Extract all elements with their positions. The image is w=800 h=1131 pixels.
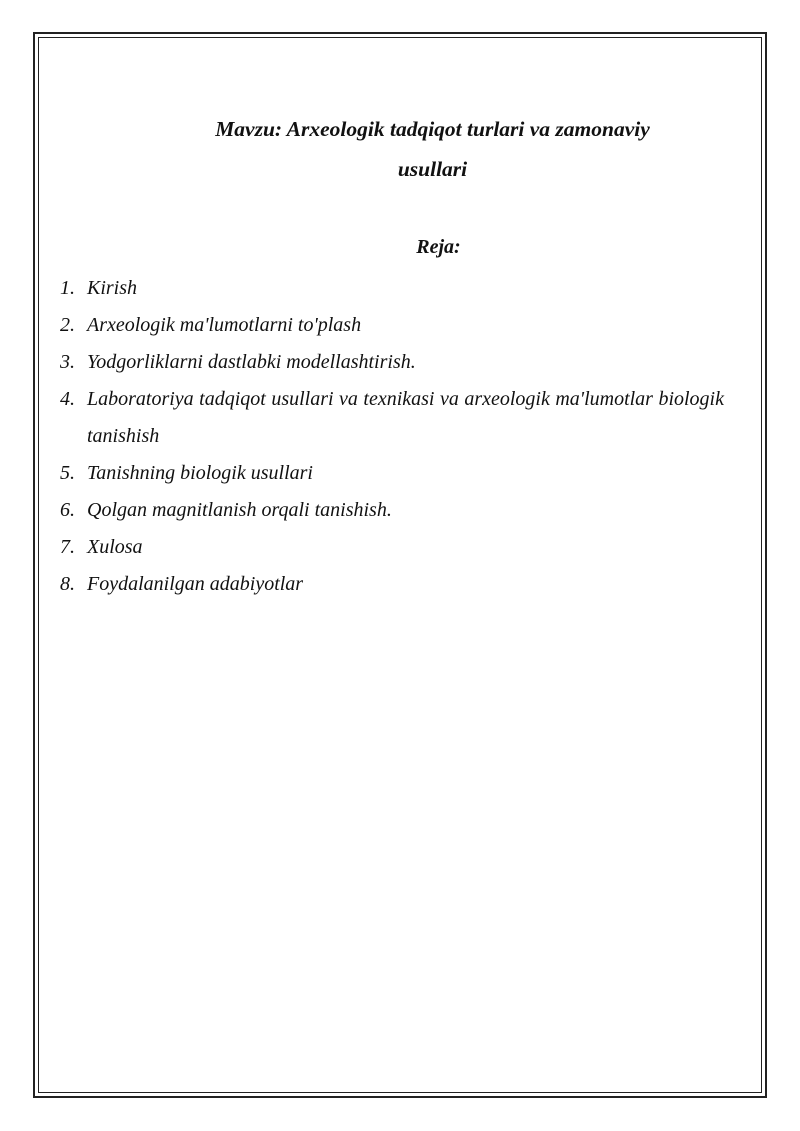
plan-item bbox=[60, 307, 724, 344]
document-title: Mavzu: Arxeologik tadqiqot turlari va zamonaviy bbox=[215, 117, 650, 141]
plan-item-text: Tanishning biologik usullari bbox=[87, 462, 313, 484]
plan-item-text: Qolgan magnitlanish orqali tanishish. bbox=[87, 499, 392, 521]
plan-item-number: 3. bbox=[60, 351, 75, 373]
plan-item-number: 2. bbox=[60, 314, 75, 336]
plan-item-number: 1. bbox=[60, 277, 75, 299]
plan-heading: Reja: bbox=[416, 236, 461, 258]
plan-item bbox=[60, 344, 724, 381]
plan-list bbox=[60, 270, 724, 603]
plan-item-text: Arxeologik ma'lumotlarni to'plash bbox=[87, 314, 362, 336]
plan-item bbox=[60, 455, 724, 492]
plan-item-text: Yodgorliklarni dastlabki modellashtirish. bbox=[87, 351, 416, 373]
plan-item bbox=[60, 566, 724, 603]
plan-item-text: Kirish bbox=[87, 277, 138, 299]
plan-item-number: 5. bbox=[60, 462, 75, 484]
plan-item-text: Foydalanilgan adabiyotlar bbox=[87, 573, 304, 595]
plan-item-number: 8. bbox=[60, 573, 75, 595]
document-title-continued: usullari bbox=[397, 157, 468, 181]
plan-item-number: 7. bbox=[60, 536, 75, 558]
plan-item bbox=[60, 381, 724, 455]
plan-item-text: Laboratoriya tadqiqot usullari va texnikasi va arxeologik ma'lumotlar biologik tanishish bbox=[87, 388, 724, 447]
plan-item bbox=[60, 529, 724, 566]
plan-item-text: Xulosa bbox=[87, 536, 143, 558]
plan-item bbox=[60, 492, 724, 529]
plan-item bbox=[60, 270, 724, 307]
plan-item-number: 6. bbox=[60, 499, 75, 521]
plan-item-number: 4. bbox=[60, 388, 75, 410]
